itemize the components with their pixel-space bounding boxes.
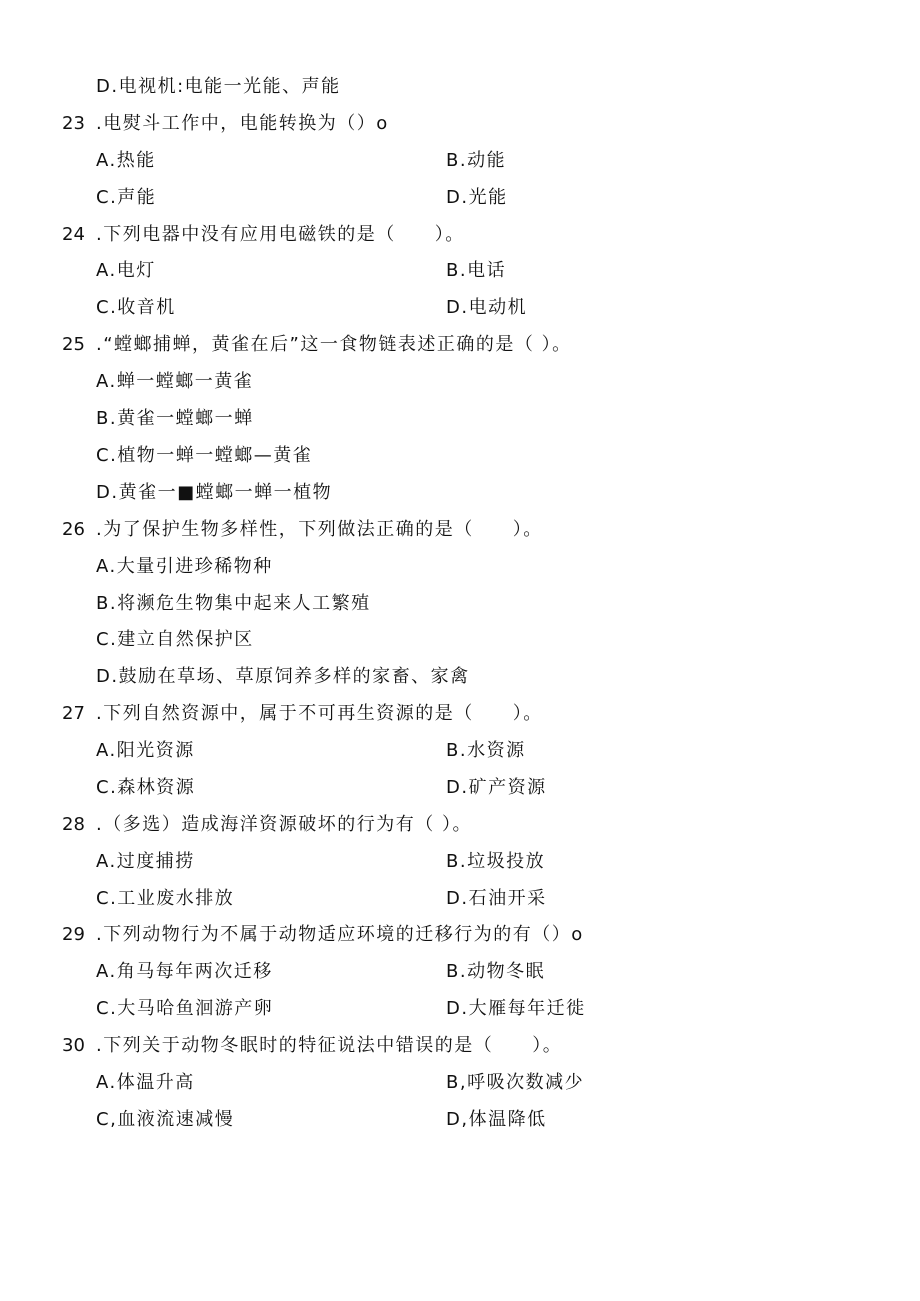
option-a: A.阳光资源 — [96, 740, 195, 761]
option-d: D.光能 — [446, 187, 508, 208]
option-b: B.动能 — [446, 150, 507, 171]
option-c: C.工业废水排放 — [96, 888, 235, 909]
option-b: B.将濒危生物集中起来人工繁殖 — [96, 593, 371, 614]
option-b: B.动物冬眠 — [446, 961, 546, 982]
option-c: C.大马哈鱼洄游产卵 — [96, 998, 274, 1019]
question-number: 24 — [62, 224, 85, 245]
question-number: 28 — [62, 814, 85, 835]
option-c: C.植物一蝉一螳螂—黄雀 — [96, 445, 313, 466]
option-22-d: D.电视机:电能一光能、声能 — [96, 76, 341, 97]
question-text: .为了保护生物多样性，下列做法正确的是（ ）。 — [96, 519, 543, 540]
option-a: A.大量引进珍稀物种 — [96, 556, 273, 577]
option-c: C,血液流速减慢 — [96, 1109, 235, 1130]
option-b: B.黄雀一螳螂一蝉 — [96, 408, 254, 429]
option-a: A.体温升高 — [96, 1072, 195, 1093]
option-a: A.蝉一螳螂一黄雀 — [96, 371, 254, 392]
option-a: A.电灯 — [96, 260, 156, 281]
option-b: B.电话 — [446, 260, 507, 281]
question-text: .下列动物行为不属于动物适应环境的迁移行为的有（）o — [96, 924, 584, 945]
option-d: D.电动机 — [446, 297, 528, 318]
question-text: .下列自然资源中，属于不可再生资源的是（ ）。 — [96, 703, 543, 724]
option-d: D.鼓励在草场、草原饲养多样的家畜、家禽 — [96, 666, 470, 687]
option-a: A.热能 — [96, 150, 156, 171]
option-b: B,呼吸次数减少 — [446, 1072, 585, 1093]
option-d: D.石油开采 — [446, 888, 547, 909]
option-c: C.建立自然保护区 — [96, 629, 254, 650]
option-b: B.垃圾投放 — [446, 851, 546, 872]
option-a: A.角马每年两次迁移 — [96, 961, 273, 982]
option-b: B.水资源 — [446, 740, 526, 761]
option-c: C.收音机 — [96, 297, 176, 318]
option-d: D.矿产资源 — [446, 777, 547, 798]
question-number: 30 — [62, 1035, 85, 1056]
option-d: D,体温降低 — [446, 1109, 547, 1130]
question-text: .下列关于动物冬眠时的特征说法中错误的是（ ）。 — [96, 1035, 563, 1056]
option-c: C.森林资源 — [96, 777, 196, 798]
question-number: 29 — [62, 924, 85, 945]
option-c: C.声能 — [96, 187, 157, 208]
question-number: 23 — [62, 113, 85, 134]
question-number: 26 — [62, 519, 85, 540]
question-text: .（多选）造成海洋资源破坏的行为有（ ）。 — [96, 814, 472, 835]
question-text: .“螳螂捕蝉，黄雀在后”这一食物链表述正确的是（ ）。 — [96, 334, 572, 355]
question-number: 25 — [62, 334, 85, 355]
question-text: .电熨斗工作中，电能转换为（）o — [96, 113, 389, 134]
question-text: .下列电器中没有应用电磁铁的是（ ）。 — [96, 224, 465, 245]
option-a: A.过度捕捞 — [96, 851, 195, 872]
option-d: D.黄雀一■螳螂一蝉一植物 — [96, 482, 333, 503]
question-number: 27 — [62, 703, 85, 724]
option-d: D.大雁每年迁徙 — [446, 998, 586, 1019]
